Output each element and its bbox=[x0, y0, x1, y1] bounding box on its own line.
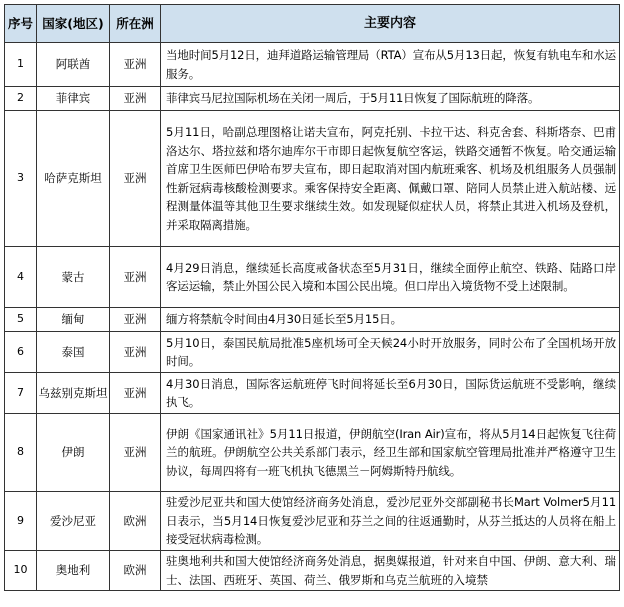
row-continent: 欧洲 bbox=[110, 492, 161, 551]
row-continent: 亚洲 bbox=[110, 247, 161, 308]
row-no: 1 bbox=[5, 43, 37, 87]
row-country: 奥地利 bbox=[37, 551, 110, 591]
row-content: 菲律宾马尼拉国际机场在关闭一周后，于5月11日恢复了国际航班的降落。 bbox=[161, 87, 620, 111]
row-country: 蒙古 bbox=[37, 247, 110, 308]
row-no: 5 bbox=[5, 308, 37, 332]
table-row bbox=[5, 373, 620, 414]
row-country: 哈萨克斯坦 bbox=[37, 111, 110, 247]
table-row bbox=[5, 492, 620, 551]
row-continent: 亚洲 bbox=[110, 87, 161, 111]
row-no: 10 bbox=[5, 551, 37, 591]
row-country: 泰国 bbox=[37, 332, 110, 373]
table-row bbox=[5, 308, 620, 332]
table-row bbox=[5, 551, 620, 591]
flight-restrictions-table bbox=[4, 4, 620, 591]
row-content: 5月11日，哈副总理图格让诺夫宣布，阿克托别、卡拉干达、科克舍套、科斯塔奈、巴甫洛达尔、塔拉兹和塔尔迪库尔干市即日起恢复航空客运，铁路交通暂不恢复。哈交通运输首席卫生医师巴伊哈布罗夫宣布，即日起取消对国内航班乘客、机场及机组服务人员强制性新冠病毒核酸检测要求。乘客保持安全距离、佩戴口罩、陪同人员禁止进入航站楼、远程测量体温等其他卫生要求继续生效。如发现疑似症状人员，将禁止其进入机场及登机，并采取隔离措施。 bbox=[161, 111, 620, 247]
row-content: 5月10日，泰国民航局批准5座机场可全天候24小时开放服务，同时公布了全国机场开放时间。 bbox=[161, 332, 620, 373]
table-header-row bbox=[5, 5, 620, 43]
row-continent: 亚洲 bbox=[110, 414, 161, 492]
row-no: 3 bbox=[5, 111, 37, 247]
row-continent: 亚洲 bbox=[110, 373, 161, 414]
table-row bbox=[5, 87, 620, 111]
row-continent: 亚洲 bbox=[110, 332, 161, 373]
table-row bbox=[5, 247, 620, 308]
row-content: 驻奥地利共和国大使馆经济商务处消息，据奥媒报道，针对来自中国、伊朗、意大利、瑞士、法国、西班牙、英国、荷兰、俄罗斯和乌克兰航班的入境禁 bbox=[166, 554, 616, 587]
row-content-cell bbox=[161, 551, 620, 591]
row-country: 爱沙尼亚 bbox=[37, 492, 110, 551]
row-continent: 亚洲 bbox=[110, 43, 161, 87]
row-country: 伊朗 bbox=[37, 414, 110, 492]
header-continent: 所在洲 bbox=[110, 5, 161, 43]
row-no: 7 bbox=[5, 373, 37, 414]
header-no: 序号 bbox=[5, 5, 37, 43]
row-content: 缅方将禁航令时间由4月30日延长至5月15日。 bbox=[161, 308, 620, 332]
row-no: 9 bbox=[5, 492, 37, 551]
row-no: 6 bbox=[5, 332, 37, 373]
row-content: 当地时间5月12日，迪拜道路运输管理局（RTA）宣布从5月13日起，恢复有轨电车和水运服务。 bbox=[161, 43, 620, 87]
table-row bbox=[5, 414, 620, 492]
row-country: 乌兹别克斯坦 bbox=[37, 373, 110, 414]
row-country: 缅甸 bbox=[37, 308, 110, 332]
table-row bbox=[5, 332, 620, 373]
row-content: 伊朗《国家通讯社》5月11日报道，伊朗航空(Iran Air)宣布，将从5月14日起恢复飞往荷兰的航班。伊朗航空公共关系部门表示，经卫生部和国家航空管理局批准并严格遵守卫生协议，每周四将有一班飞机执飞德黑兰－阿姆斯特丹航线。 bbox=[161, 414, 620, 492]
table-row bbox=[5, 111, 620, 247]
row-country: 菲律宾 bbox=[37, 87, 110, 111]
header-content: 主要内容 bbox=[161, 5, 620, 43]
row-no: 8 bbox=[5, 414, 37, 492]
row-content: 4月29日消息，继续延长高度戒备状态至5月31日，继续全面停止航空、铁路、陆路口岸客运运输，禁止外国公民入境和本国公民出境。但口岸出入境货物不受上述限制。 bbox=[161, 247, 620, 308]
table-row bbox=[5, 43, 620, 87]
header-country: 国家(地区) bbox=[37, 5, 110, 43]
row-continent: 亚洲 bbox=[110, 308, 161, 332]
row-content: 4月30日消息，国际客运航班停飞时间将延长至6月30日，国际货运航班不受影响，继续执飞。 bbox=[161, 373, 620, 414]
row-country: 阿联酋 bbox=[37, 43, 110, 87]
row-continent: 欧洲 bbox=[110, 551, 161, 591]
row-no: 2 bbox=[5, 87, 37, 111]
row-continent: 亚洲 bbox=[110, 111, 161, 247]
row-content: 驻爱沙尼亚共和国大使馆经济商务处消息，爱沙尼亚外交部副秘书长Mart Volmer5月11日表示，当5月14日恢复爱沙尼亚和芬兰之间的往返通勤时，从芬兰抵达的人员将在船上接受冠状病毒检测。 bbox=[161, 492, 620, 551]
row-no: 4 bbox=[5, 247, 37, 308]
